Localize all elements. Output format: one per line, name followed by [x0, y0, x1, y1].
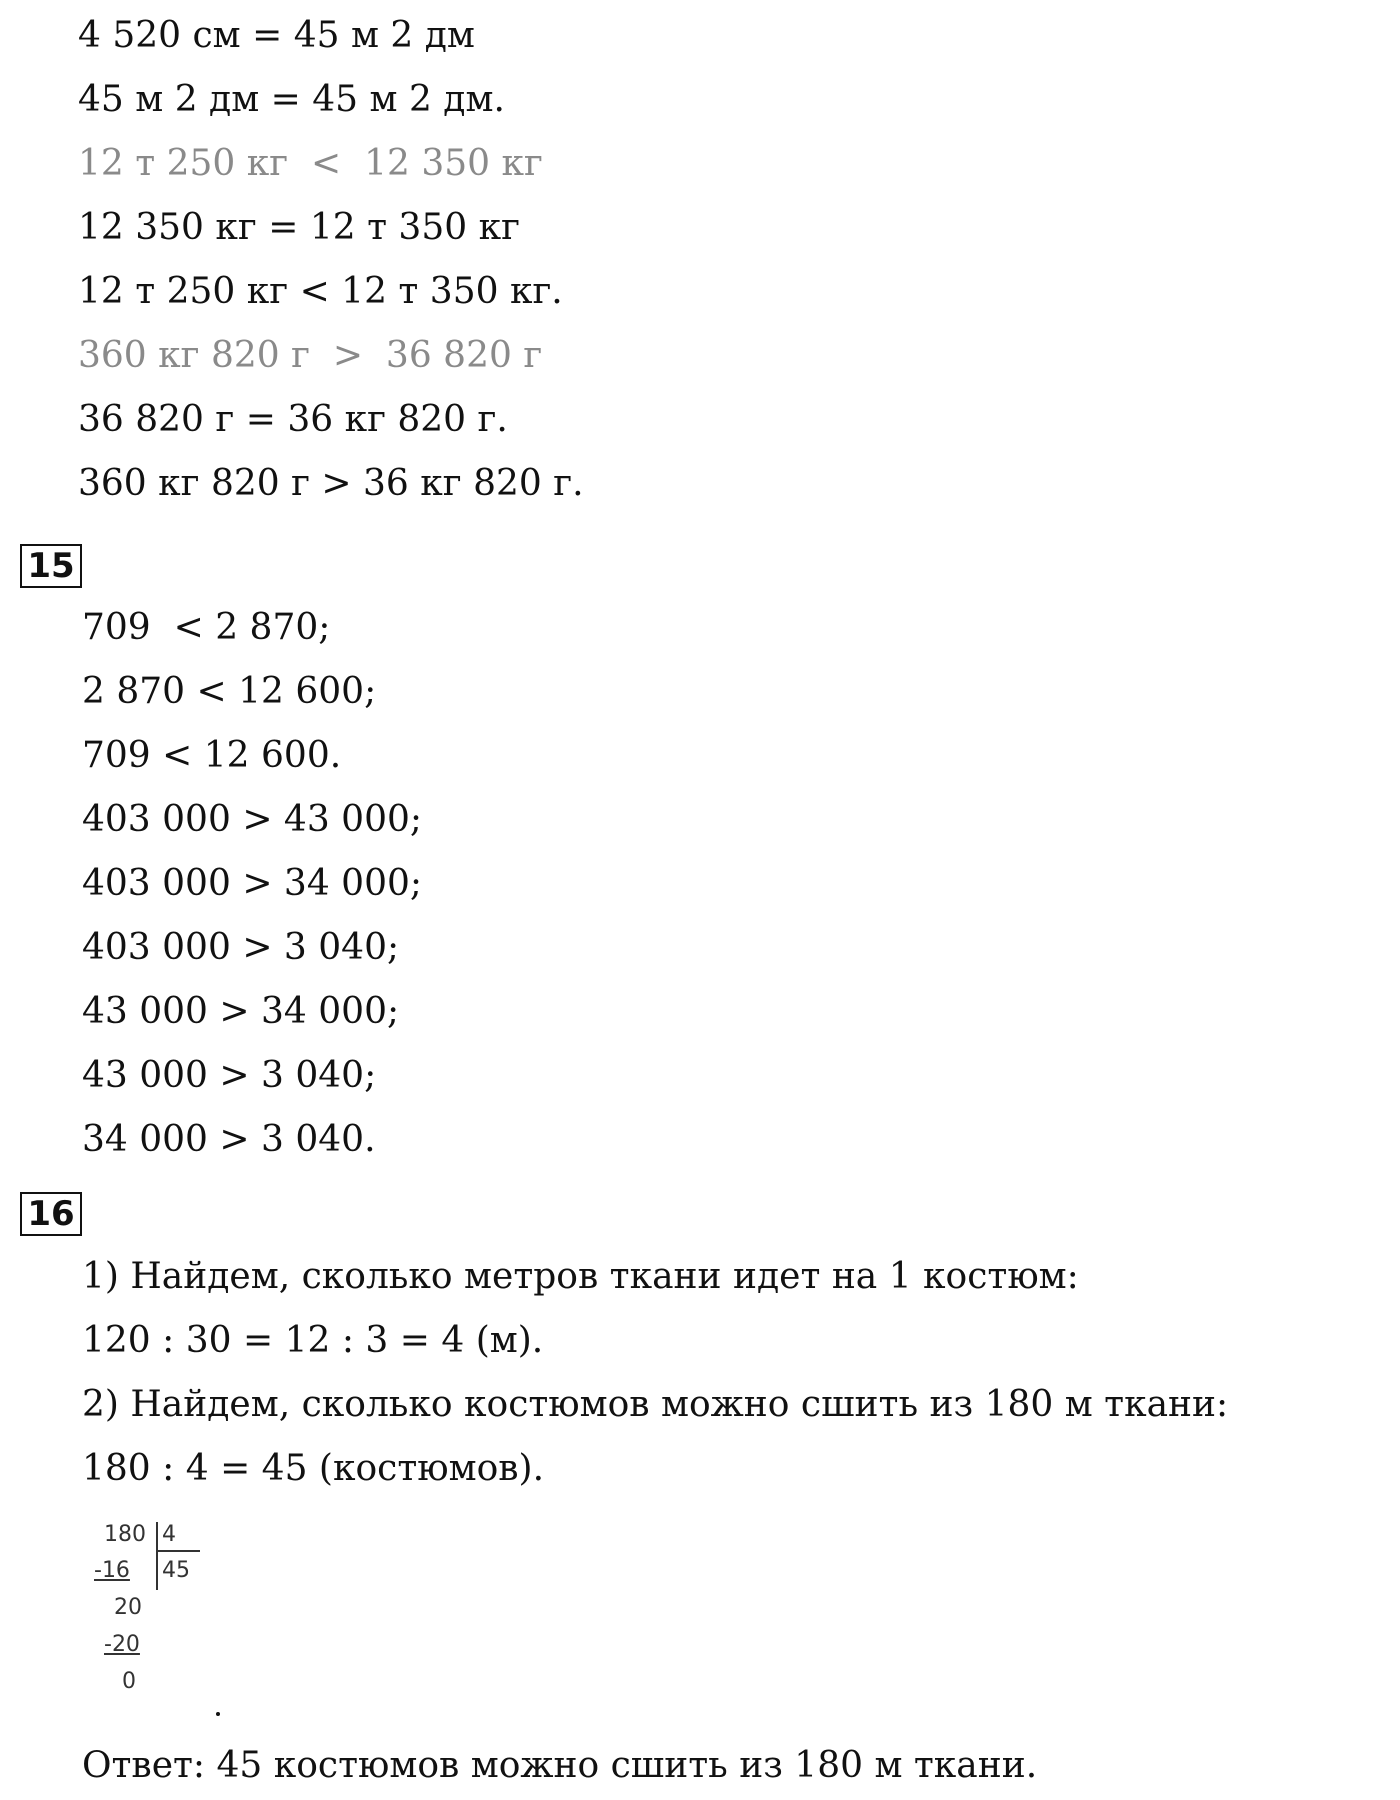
division-remainder: 20 — [114, 1595, 142, 1620]
comparison-line: 2 870 < 12 600; — [82, 671, 377, 712]
comparison-line: 34 000 > 3 040. — [82, 1119, 376, 1160]
comparison-line: 12 т 250 кг < 12 350 кг — [78, 143, 543, 184]
division-remainder: 0 — [122, 1669, 136, 1694]
division-subtrahend: -20 — [104, 1632, 140, 1657]
division-subtrahend: -16 — [94, 1558, 130, 1583]
equation-line: 360 кг 820 г > 36 кг 820 г. — [78, 463, 584, 504]
comparison-line: 403 000 > 43 000; — [82, 799, 423, 840]
division-vertical-line — [156, 1522, 158, 1590]
division-divisor: 4 — [162, 1522, 176, 1547]
task-number-16: 16 — [20, 1192, 82, 1236]
answer-line: Ответ: 45 костюмов можно сшить из 180 м ткани. — [82, 1745, 1038, 1786]
equation-line: 4 520 см = 45 м 2 дм — [78, 15, 475, 56]
division-dividend: 180 — [104, 1522, 146, 1547]
equation-line: 12 т 250 кг < 12 т 350 кг. — [78, 271, 563, 312]
comparison-line: 709 < 2 870; — [82, 607, 331, 648]
division-quotient: 45 — [162, 1558, 190, 1583]
solution-step: 120 : 30 = 12 : 3 = 4 (м). — [82, 1320, 544, 1361]
equation-line: 12 350 кг = 12 т 350 кг — [78, 207, 520, 248]
stray-dot — [216, 1712, 220, 1716]
equation-line: 36 820 г = 36 кг 820 г. — [78, 399, 508, 440]
comparison-line: 403 000 > 3 040; — [82, 927, 400, 968]
comparison-line: 403 000 > 34 000; — [82, 863, 423, 904]
solution-step: 2) Найдем, сколько костюмов можно сшить из 180 м ткани: — [82, 1384, 1229, 1425]
comparison-line: 709 < 12 600. — [82, 735, 342, 776]
comparison-line: 360 кг 820 г > 36 820 г — [78, 335, 543, 376]
comparison-line: 43 000 > 34 000; — [82, 991, 400, 1032]
task-number-15: 15 — [20, 544, 82, 588]
solution-step: 180 : 4 = 45 (костюмов). — [82, 1448, 545, 1489]
division-horizontal-line — [156, 1550, 200, 1552]
solution-step: 1) Найдем, сколько метров ткани идет на 1 костюм: — [82, 1256, 1079, 1297]
equation-line: 45 м 2 дм = 45 м 2 дм. — [78, 79, 505, 120]
comparison-line: 43 000 > 3 040; — [82, 1055, 377, 1096]
